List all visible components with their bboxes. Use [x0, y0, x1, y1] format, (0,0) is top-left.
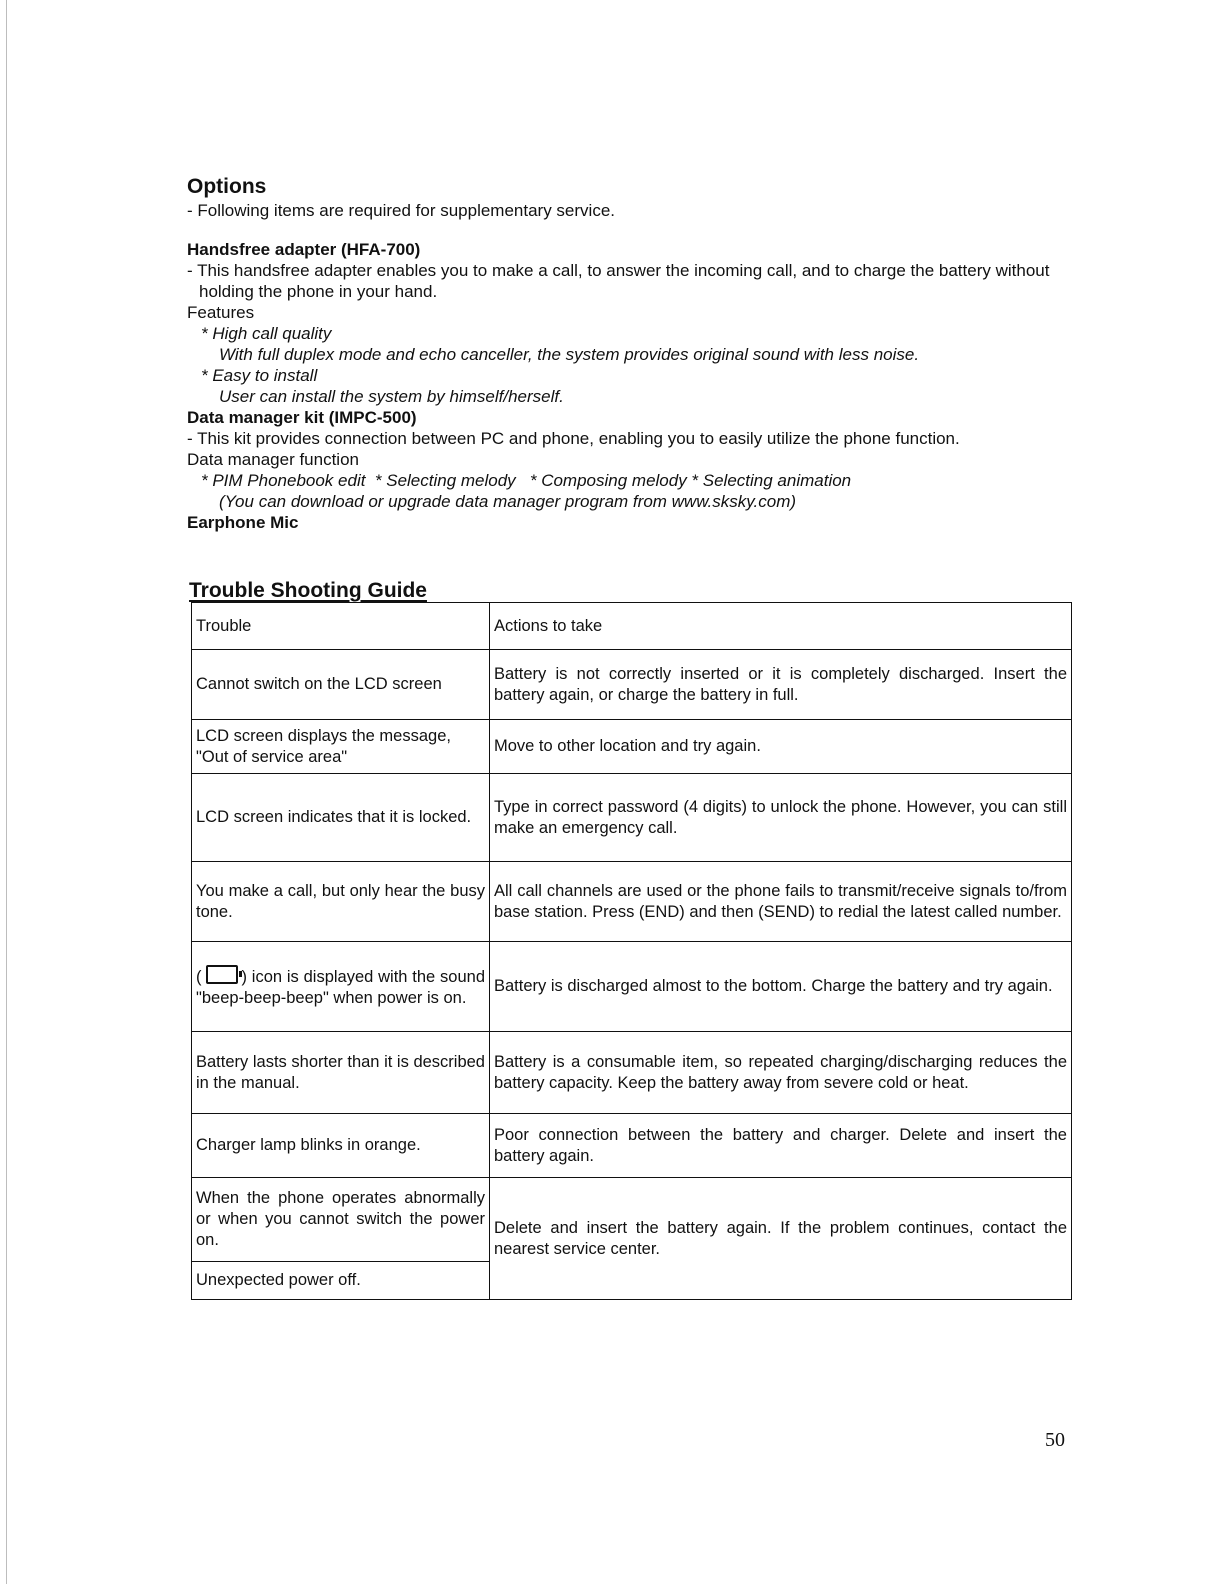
feature1-title: * High call quality [201, 324, 332, 343]
features-label: Features [187, 303, 255, 322]
table-row [192, 774, 1072, 862]
action-cell: Delete and insert the battery again. If the problem continues, contact the nearest service center. [490, 1178, 1072, 1300]
page-number: 50 [1045, 1429, 1065, 1451]
datamanager-title: Data manager kit (IMPC-500) [187, 408, 417, 427]
table-row [192, 1178, 1072, 1262]
datamanager-functions: * PIM Phonebook edit * Selecting melody * Composing melody * Selecting animation [201, 471, 852, 490]
trouble-text-post: ) icon is displayed with the sound "beep-beep-beep" when power is on. [196, 967, 485, 1007]
action-cell: Battery is not correctly inserted or it is completely discharged. Insert the battery again, or charge the battery in full. [490, 650, 1072, 720]
trouble-text-pre: ( [196, 967, 202, 986]
trouble-cell [192, 942, 490, 1032]
action-cell: Move to other location and try again. [490, 720, 1072, 774]
trouble-cell: You make a call, but only hear the busy tone. [192, 862, 490, 942]
table-row [192, 1032, 1072, 1114]
feature2-title: * Easy to install [201, 366, 318, 385]
feature2-desc: User can install the system by himself/herself. [219, 387, 564, 406]
action-cell: Type in correct password (4 digits) to unlock the phone. However, you can still make an emergency call. [490, 774, 1072, 862]
header-actions: Actions to take [490, 603, 1072, 650]
table-row [192, 862, 1072, 942]
earphone-title: Earphone Mic [187, 513, 299, 532]
feature1-desc: With full duplex mode and echo canceller, the system provides original sound with less noise. [219, 345, 920, 364]
trouble-cell: Charger lamp blinks in orange. [192, 1114, 490, 1178]
table-row [192, 942, 1072, 1032]
trouble-cell: LCD screen displays the message, "Out of service area" [192, 720, 490, 774]
trouble-cell: LCD screen indicates that it is locked. [192, 774, 490, 862]
action-cell: Battery is a consumable item, so repeated charging/discharging reduces the battery capacity. Keep the battery away from severe cold or heat. [490, 1032, 1072, 1114]
table-header-row [192, 603, 1072, 650]
scan-edge-line [6, 0, 7, 1584]
trouble-cell: When the phone operates abnormally or when you cannot switch the power on. [192, 1178, 490, 1262]
action-cell: Poor connection between the battery and charger. Delete and insert the battery again. [490, 1114, 1072, 1178]
table-row [192, 650, 1072, 720]
datamanager-note: (You can download or upgrade data manager program from www.sksky.com) [219, 492, 797, 511]
trouble-heading: Trouble Shooting Guide [189, 579, 427, 602]
datamanager-desc: - This kit provides connection between PC and phone, enabling you to easily utilize the phone function. [187, 429, 960, 448]
handsfree-desc: - This handsfree adapter enables you to make a call, to answer the incoming call, and to charge the battery without holding the phone in your hand. [187, 261, 1050, 301]
action-cell: All call channels are used or the phone fails to transmit/receive signals to/from base station. Press (END) and then (SEND) to redial the latest called number. [490, 862, 1072, 942]
trouble-table [191, 602, 1072, 1300]
datamanager-function-label: Data manager function [187, 450, 359, 469]
handsfree-title: Handsfree adapter (HFA-700) [187, 240, 421, 259]
trouble-cell: Unexpected power off. [192, 1262, 490, 1300]
action-cell: Battery is discharged almost to the bottom. Charge the battery and try again. [490, 942, 1072, 1032]
table-row [192, 720, 1072, 774]
header-trouble: Trouble [192, 603, 490, 650]
options-intro: - Following items are required for supplementary service. [187, 201, 616, 220]
trouble-cell: Battery lasts shorter than it is described in the manual. [192, 1032, 490, 1114]
table-row [192, 1114, 1072, 1178]
options-heading: Options [187, 175, 267, 198]
trouble-cell: Cannot switch on the LCD screen [192, 650, 490, 720]
low-battery-icon [206, 965, 238, 984]
options-section [187, 174, 1082, 533]
